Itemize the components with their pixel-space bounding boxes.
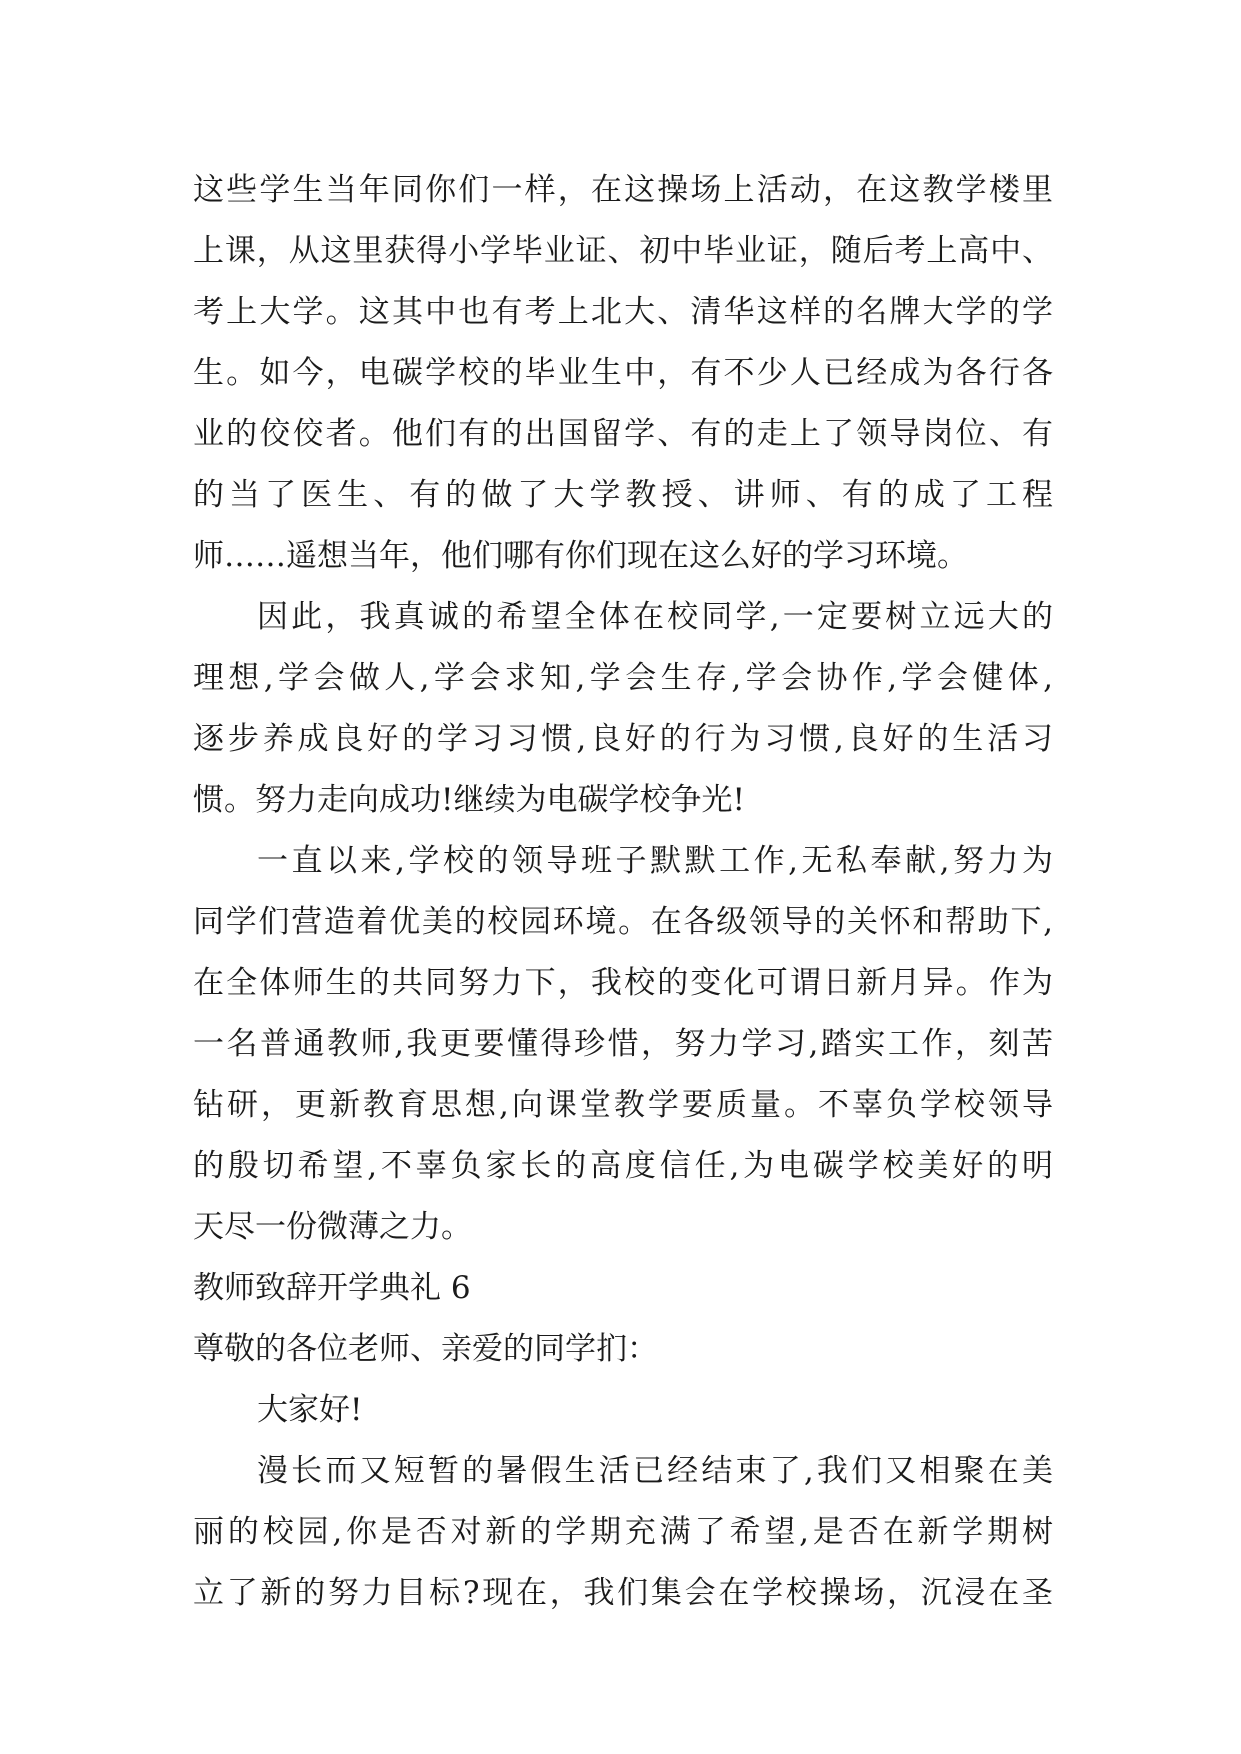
text-line: 逐步养成良好的学习习惯,良好的行为习惯,良好的生活习: [193, 721, 1053, 757]
text-line: 一直以来,学校的领导班子默默工作,无私奉献,努力为: [257, 843, 1053, 879]
text-line: 丽的校园,你是否对新的学期充满了希望,是否在新学期树: [193, 1514, 1053, 1550]
text-line: 业的佼佼者。他们有的出国留学、有的走上了领导岗位、有: [193, 416, 1053, 452]
text-line: 钻研，更新教育思想,向课堂教学要质量。不辜负学校领导: [193, 1087, 1053, 1123]
text-line: 因此，我真诚的希望全体在校同学,一定要树立远大的: [257, 599, 1053, 635]
text-line: 的当了医生、有的做了大学教授、讲师、有的成了工程: [193, 477, 1053, 513]
text-line: 立了新的努力目标?现在，我们集会在学校操场，沉浸在圣: [193, 1575, 1053, 1611]
text-line: 生。如今，电碳学校的毕业生中，有不少人已经成为各行各: [193, 355, 1053, 391]
section-heading: 教师致辞开学典礼 6: [193, 1270, 471, 1306]
text-line: 的殷切希望,不辜负家长的高度信任,为电碳学校美好的明: [193, 1148, 1053, 1184]
text-line: 考上大学。这其中也有考上北大、清华这样的名牌大学的学: [193, 294, 1053, 330]
text-line: 漫长而又短暂的暑假生活已经结束了,我们又相聚在美: [257, 1453, 1053, 1489]
text-line: 上课，从这里获得小学毕业证、初中毕业证，随后考上高中、: [193, 233, 1053, 269]
document-page: [193, 160, 1053, 1624]
text-line: 一名普通教师,我更要懂得珍惜，努力学习,踏实工作，刻苦: [193, 1026, 1053, 1062]
text-line: 这些学生当年同你们一样，在这操场上活动，在这教学楼里: [193, 172, 1053, 208]
text-line: 惯。努力走向成功!继续为电碳学校争光!: [193, 782, 745, 818]
greeting: 大家好!: [257, 1392, 363, 1428]
text-line: 师……遥想当年，他们哪有你们现在这么好的学习环境。: [193, 538, 968, 574]
salutation: 尊敬的各位老师、亲爱的同学扪：: [193, 1331, 658, 1367]
text-line: 理想,学会做人,学会求知,学会生存,学会协作,学会健体,: [193, 660, 1053, 696]
text-line: 同学们营造着优美的校园环境。在各级领导的关怀和帮助下,: [193, 904, 1053, 940]
text-line: 天尽一份微薄之力。: [193, 1209, 472, 1245]
text-line: 在全体师生的共同努力下，我校的变化可谓日新月异。作为: [193, 965, 1053, 1001]
